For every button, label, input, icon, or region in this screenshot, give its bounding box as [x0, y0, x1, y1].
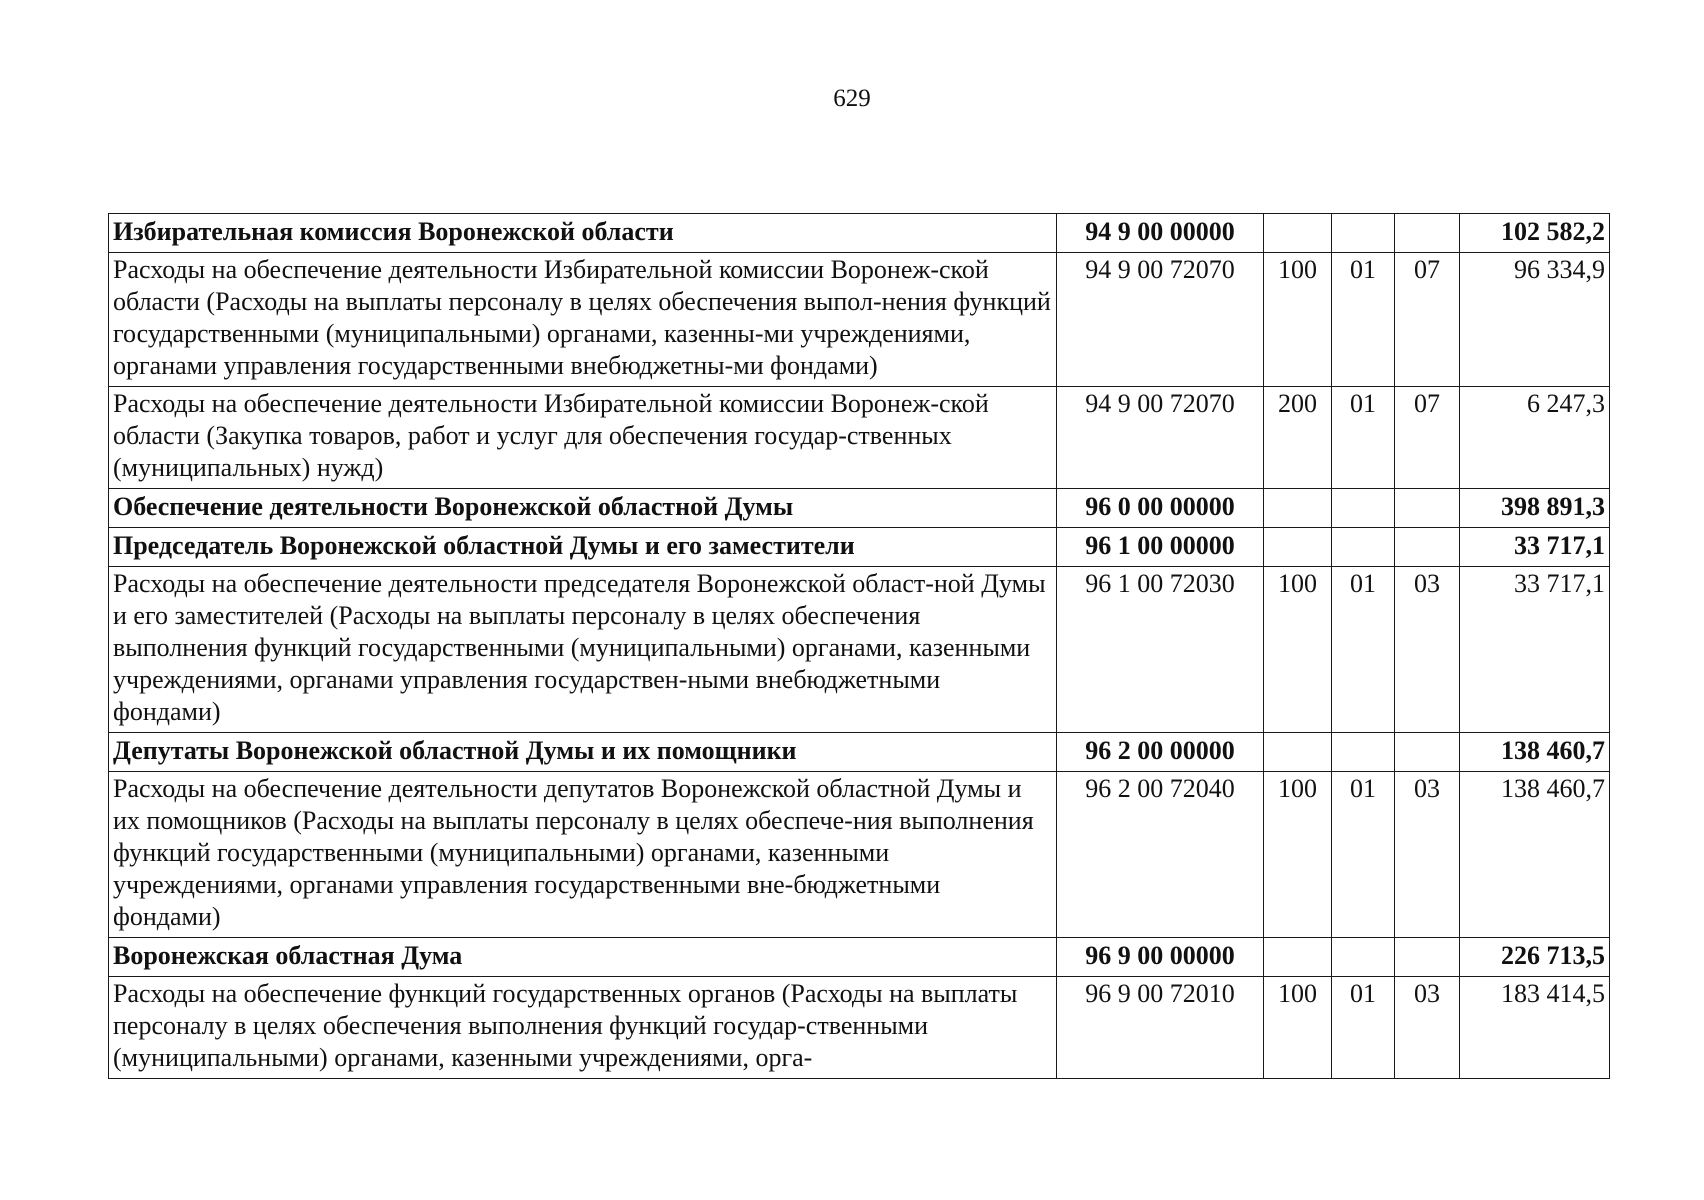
budget-table [108, 213, 1610, 1079]
row-name: Расходы на обеспечение деятельности Избирательной комиссии Воронеж-ской области (Расходы на выплаты персоналу в целях обеспечения выпол-нения функций государственными (муниципальными) органами, казенны-ми учреждениями, органами управления государственными внебюджетны-ми фондами) [109, 253, 1057, 387]
row-section: 01 [1332, 253, 1395, 387]
row-section [1332, 733, 1395, 772]
row-target-code: 94 9 00 00000 [1057, 214, 1264, 253]
row-name: Расходы на обеспечение деятельности депутатов Воронежской областной Думы и их помощников (Расходы на выплаты персоналу в целях обеспече-ния выполнения функций государственными (муниципальными) органами, казенными учреждениями, органами управления государственными вне-бюджетными фондами) [109, 772, 1057, 938]
row-target-code: 96 2 00 00000 [1057, 733, 1264, 772]
row-section: 01 [1332, 567, 1395, 733]
table-row [109, 977, 1610, 1079]
page-number: 629 [833, 85, 871, 112]
row-name: Воронежская областная Дума [109, 938, 1057, 977]
row-target-code: 96 9 00 72010 [1057, 977, 1264, 1079]
row-target-code: 96 1 00 72030 [1057, 567, 1264, 733]
row-amount: 183 414,5 [1460, 977, 1610, 1079]
row-subsection: 03 [1395, 772, 1460, 938]
table-row [109, 567, 1610, 733]
row-name: Избирательная комиссия Воронежской области [109, 214, 1057, 253]
row-name: Расходы на обеспечение функций государственных органов (Расходы на выплаты персоналу в целях обеспечения выполнения функций государ-ственными (муниципальными) органами, казенными учреждениями, орга- [109, 977, 1057, 1079]
row-section: 01 [1332, 387, 1395, 489]
table-row [109, 214, 1610, 253]
row-expense-type [1264, 489, 1332, 528]
row-expense-type [1264, 938, 1332, 977]
row-expense-type: 200 [1264, 387, 1332, 489]
row-subsection: 07 [1395, 253, 1460, 387]
row-subsection [1395, 938, 1460, 977]
row-subsection [1395, 733, 1460, 772]
row-expense-type: 100 [1264, 567, 1332, 733]
row-section [1332, 528, 1395, 567]
row-name: Депутаты Воронежской областной Думы и их помощники [109, 733, 1057, 772]
row-section: 01 [1332, 772, 1395, 938]
row-amount: 398 891,3 [1460, 489, 1610, 528]
table-row [109, 772, 1610, 938]
row-section [1332, 489, 1395, 528]
row-amount: 226 713,5 [1460, 938, 1610, 977]
row-amount: 102 582,2 [1460, 214, 1610, 253]
row-section [1332, 938, 1395, 977]
row-subsection: 03 [1395, 567, 1460, 733]
table-row [109, 938, 1610, 977]
row-subsection [1395, 528, 1460, 567]
row-name: Расходы на обеспечение деятельности председателя Воронежской област-ной Думы и его заместителей (Расходы на выплаты персоналу в целях обеспечения выполнения функций государственными (муниципальными) органами, казенными учреждениями, органами управления государствен-ными внебюджетными фондами) [109, 567, 1057, 733]
row-amount: 96 334,9 [1460, 253, 1610, 387]
row-name: Расходы на обеспечение деятельности Избирательной комиссии Воронеж-ской области (Закупка товаров, работ и услуг для обеспечения государ-ственных (муниципальных) нужд) [109, 387, 1057, 489]
row-expense-type: 100 [1264, 977, 1332, 1079]
row-subsection: 03 [1395, 977, 1460, 1079]
table-row [109, 489, 1610, 528]
row-expense-type [1264, 733, 1332, 772]
row-expense-type: 100 [1264, 772, 1332, 938]
row-expense-type: 100 [1264, 253, 1332, 387]
row-amount: 33 717,1 [1460, 528, 1610, 567]
row-target-code: 96 2 00 72040 [1057, 772, 1264, 938]
row-target-code: 96 0 00 00000 [1057, 489, 1264, 528]
row-subsection: 07 [1395, 387, 1460, 489]
table-row [109, 528, 1610, 567]
row-amount: 138 460,7 [1460, 772, 1610, 938]
row-target-code: 94 9 00 72070 [1057, 253, 1264, 387]
row-name: Обеспечение деятельности Воронежской областной Думы [109, 489, 1057, 528]
row-subsection [1395, 214, 1460, 253]
row-section [1332, 214, 1395, 253]
row-expense-type [1264, 528, 1332, 567]
row-target-code: 94 9 00 72070 [1057, 387, 1264, 489]
row-amount: 33 717,1 [1460, 567, 1610, 733]
table-row [109, 387, 1610, 489]
table-row [109, 253, 1610, 387]
row-amount: 6 247,3 [1460, 387, 1610, 489]
row-target-code: 96 9 00 00000 [1057, 938, 1264, 977]
row-amount: 138 460,7 [1460, 733, 1610, 772]
row-expense-type [1264, 214, 1332, 253]
table-row [109, 733, 1610, 772]
row-section: 01 [1332, 977, 1395, 1079]
row-target-code: 96 1 00 00000 [1057, 528, 1264, 567]
row-subsection [1395, 489, 1460, 528]
row-name: Председатель Воронежской областной Думы и его заместители [109, 528, 1057, 567]
